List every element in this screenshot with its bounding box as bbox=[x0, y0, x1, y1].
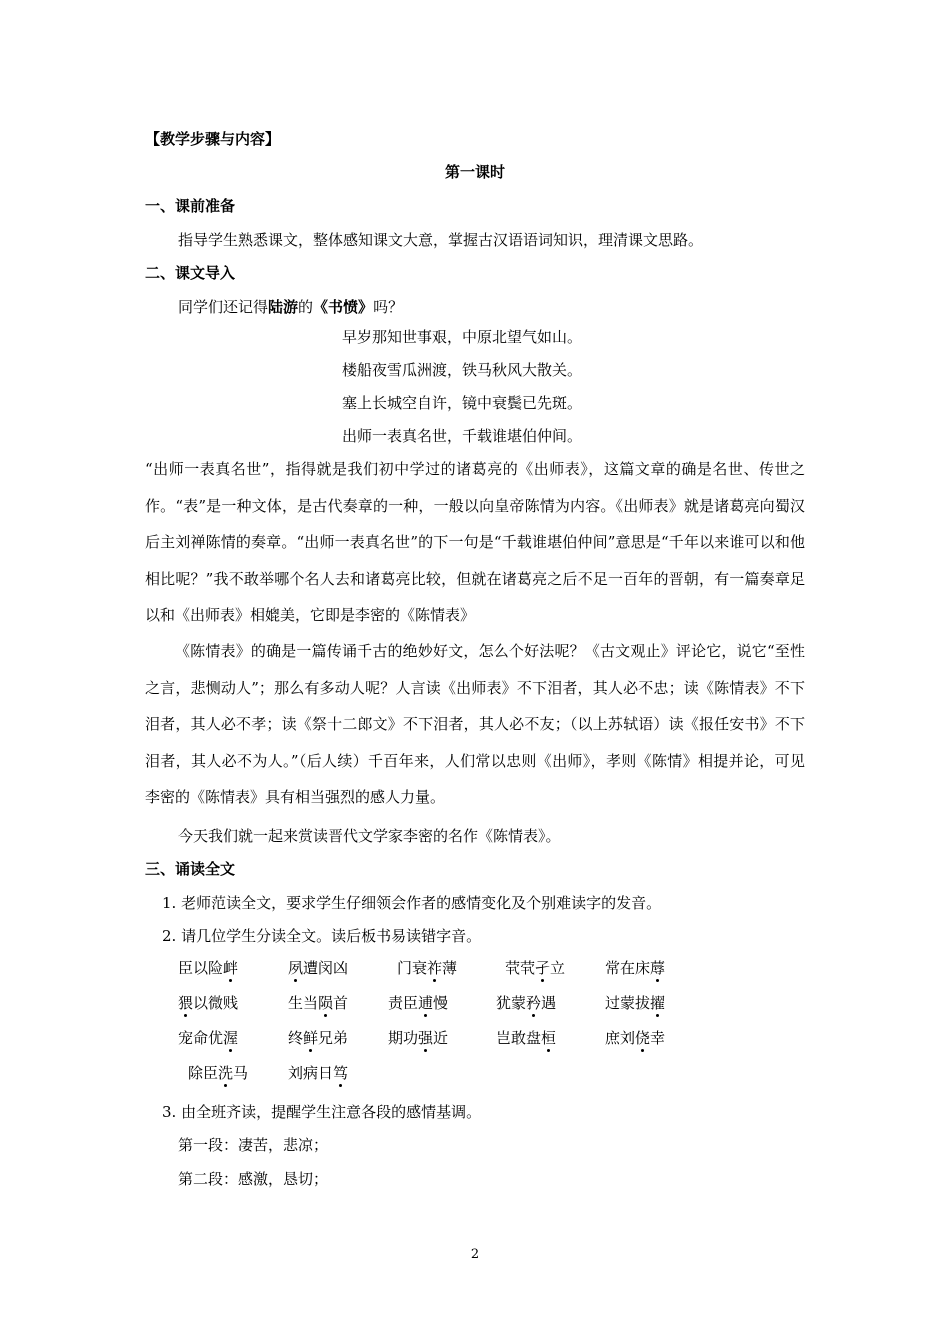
intro-paragraph-1: “出师一表真名世”，指得就是我们初中学过的诸葛亮的《出师表》，这篇文章的确是名世、传世之作。“表”是一种文体，是古代奏章的一种，一般以向皇帝陈情为内容。《出师表》就是诸葛亮向蜀汉后主刘禅陈情的奏章。“出师一表真名世”的下一句是“千载谁堪伯仲间”意思是“千年以来谁可以和他相比呢？”我不敢举哪个名人去和诸葛亮比较，但就在诸葛亮之后不足一百年的晋朝，有一篇奏章足以和《出师表》相媲美，它即是李密的《陈情表》 bbox=[145, 460, 805, 624]
intro-work: 《书愤》 bbox=[313, 298, 374, 316]
word-item: 庶刘侥幸 bbox=[605, 1029, 666, 1047]
intro-paragraph-2: 《陈情表》的确是一篇传诵千古的绝妙好文，怎么个好法呢？《古文观止》评论它，说它“至性之言，悲恻动人”；那么有多动人呢？人言读《出师表》不下泪者，其人必不忠；读《陈情表》不下泪者，其人必不孝；读《祭十二郎文》不下泪者，其人必不友；（以上苏轼语）读《报任安书》不下泪者，其人必不为人。”（后人续）千百年来，人们常以忠则《出师》，孝则《陈情》相提并论，可见李密的《陈情表》具有相当强烈的感人力量。 bbox=[145, 642, 805, 806]
tone-paragraph-2: 第二段：感激，恳切； bbox=[178, 1170, 329, 1188]
word-item: 门衰祚薄 bbox=[397, 959, 458, 977]
step-2: 2. 请几位学生分读全文。读后板书易读错字音。 bbox=[162, 927, 482, 945]
intro-paragraph-3: 今天我们就一起来赏读晋代文学家李密的名作《陈情表》。 bbox=[178, 827, 561, 845]
poem-line: 出师一表真名世，千载谁堪伯仲间。 bbox=[342, 427, 583, 445]
step-1: 1. 老师范读全文，要求学生仔细领会作者的感情变化及个别难读字的发音。 bbox=[162, 894, 662, 912]
word-item: 终鲜兄弟 bbox=[288, 1029, 349, 1047]
section-heading: 【教学步骤与内容】 bbox=[145, 130, 281, 148]
word-item: 期功强近 bbox=[388, 1029, 449, 1047]
word-item: 茕茕孑立 bbox=[505, 959, 566, 977]
poem-line: 楼船夜雪瓜洲渡，铁马秋风大散关。 bbox=[342, 361, 583, 379]
intro-author: 陆游 bbox=[268, 298, 299, 316]
word-item: 过蒙拔擢 bbox=[605, 994, 666, 1012]
lesson-title: 第一课时 bbox=[444, 163, 505, 181]
intro-line bbox=[178, 296, 403, 317]
section-1-text: 指导学生熟悉课文，整体感知课文大意，掌握古汉语语词知识，理清课文思路。 bbox=[178, 231, 704, 249]
word-item: 犹蒙矜遇 bbox=[496, 994, 557, 1012]
word-item: 责臣逋慢 bbox=[388, 994, 449, 1012]
word-item: 猥以微贱 bbox=[178, 994, 239, 1012]
page-number: 2 bbox=[470, 1247, 480, 1262]
intro-post: 吗？ bbox=[373, 298, 404, 316]
section-title-3: 三、诵读全文 bbox=[145, 860, 236, 878]
poem-line: 塞上长城空自许，镜中衰鬓已先斑。 bbox=[342, 394, 583, 412]
tone-paragraph-1: 第一段：凄苦，悲凉； bbox=[178, 1136, 329, 1154]
word-item: 岂敢盘桓 bbox=[496, 1029, 557, 1047]
word-item: 夙遭闵凶 bbox=[288, 959, 349, 977]
word-item: 生当陨首 bbox=[288, 994, 349, 1012]
word-item: 刘病日笃 bbox=[288, 1064, 349, 1082]
poem-line: 早岁那知世事艰，中原北望气如山。 bbox=[342, 328, 583, 346]
word-item: 臣以险衅 bbox=[178, 959, 239, 977]
word-item: 宠命优渥 bbox=[178, 1029, 239, 1047]
word-item: 常在床蓐 bbox=[605, 959, 666, 977]
section-title-1: 一、课前准备 bbox=[145, 197, 236, 215]
step-3: 3. 由全班齐读，提醒学生注意各段的感情基调。 bbox=[162, 1103, 482, 1121]
poem bbox=[342, 321, 582, 453]
intro-mid: 的 bbox=[298, 298, 314, 316]
intro-pre: 同学们还记得 bbox=[178, 298, 269, 316]
section-title-2: 二、课文导入 bbox=[145, 264, 236, 282]
word-item: 除臣洗马 bbox=[188, 1064, 249, 1082]
